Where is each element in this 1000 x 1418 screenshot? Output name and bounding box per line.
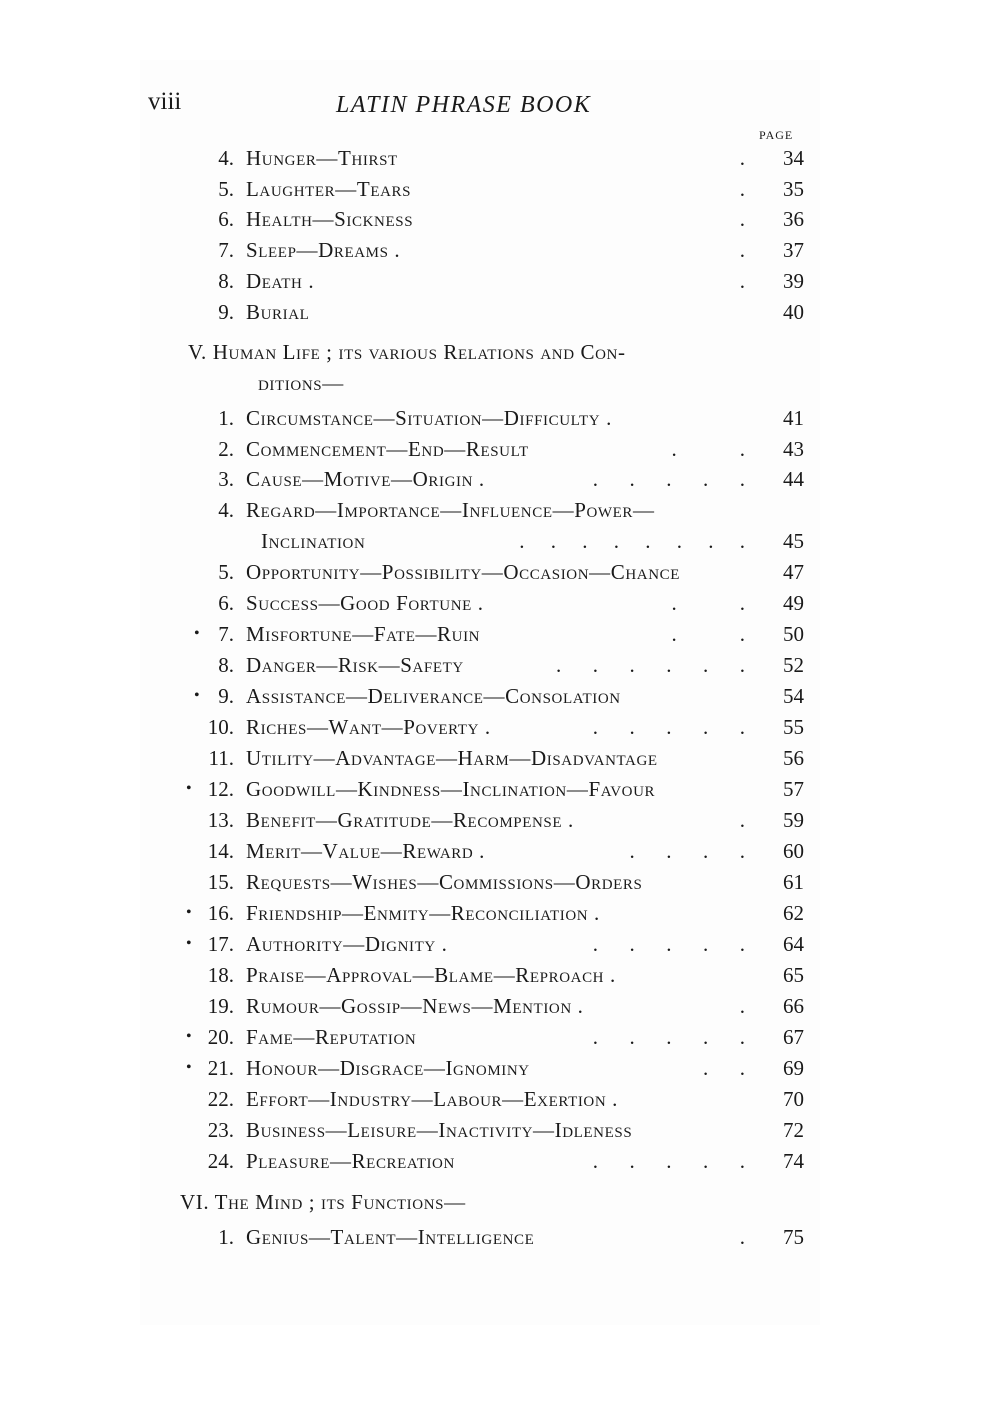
toc-entry [0, 434, 1000, 464]
entry-number: 21. [207, 1056, 234, 1080]
entry-number: 24. [207, 1149, 234, 1173]
entry-number: 1. [218, 406, 234, 430]
toc-entry [0, 650, 1000, 680]
toc-entry [0, 1084, 1000, 1114]
entry-title: Burial [246, 300, 310, 324]
entry-title: Danger—Risk—Safety [246, 653, 464, 677]
page-number: 44 [783, 467, 804, 491]
page-number: 55 [783, 715, 804, 739]
page-number: 41 [783, 406, 804, 430]
entry-title: Success—Good Fortune . [246, 591, 484, 615]
toc-entry [0, 898, 1000, 928]
entry-title: Riches—Want—Poverty . [246, 715, 491, 739]
page-number: 36 [783, 207, 804, 231]
page-number: 66 [783, 994, 804, 1018]
entry-title: Hunger—Thirst [246, 146, 398, 170]
page-number: 65 [783, 963, 804, 987]
page-number: 64 [783, 932, 804, 956]
entry-title: Genius—Talent—Intelligence [246, 1225, 535, 1249]
toc-entry [0, 204, 1000, 234]
entry-number: 17. [207, 932, 234, 956]
leader-dots: . . . . . [592, 932, 745, 956]
toc-entry [0, 1222, 1000, 1252]
page-column-label: PAGE [759, 128, 794, 142]
entry-title: Requests—Wishes—Commissions—Orders [246, 870, 643, 894]
toc-entry [0, 588, 1000, 618]
entry-title: Laughter—Tears [246, 177, 412, 201]
margin-mark: • [186, 780, 192, 797]
entry-title: Health—Sickness [246, 207, 414, 231]
entry-title: Praise—Approval—Blame—Reproach . [246, 963, 616, 987]
leader-dots: . [739, 808, 745, 832]
entry-number: 5. [218, 177, 234, 201]
leader-dots: . . . . . . [556, 653, 745, 677]
page-number: 50 [783, 622, 804, 646]
entry-title: Business—Leisure—Inactivity—Idleness [246, 1118, 633, 1142]
leader-dots: . . . . . [592, 715, 745, 739]
entry-number: 15. [207, 870, 234, 894]
toc-entry [0, 929, 1000, 959]
toc-entry [0, 1146, 1000, 1176]
section-vi-heading: VI. The Mind ; its Functions— [180, 1190, 466, 1214]
toc-entry [0, 174, 1000, 204]
leader-dots: . . . . . [592, 1025, 745, 1049]
entry-number: 18. [207, 963, 234, 987]
entry-title: Goodwill—Kindness—Inclination—Favour [246, 777, 656, 801]
page-number: 54 [783, 684, 804, 708]
leader-dots: . [739, 146, 745, 170]
entry-title: Merit—Value—Reward . [246, 839, 485, 863]
toc-entry [0, 235, 1000, 265]
entry-number: 9. [218, 684, 234, 708]
leader-dots: . . . . . [592, 1149, 745, 1173]
toc-entry [0, 960, 1000, 990]
entry-title: Cause—Motive—Origin . [246, 467, 485, 491]
entry-number: 8. [218, 269, 234, 293]
entry-title: Misfortune—Fate—Ruin [246, 622, 481, 646]
leader-dots: . . . . . . . . [519, 529, 745, 553]
page-number: 59 [783, 808, 804, 832]
page-folio: viii [148, 88, 182, 115]
entry-number: 6. [218, 207, 234, 231]
entry-number: 11. [208, 746, 234, 770]
toc-entry [0, 1022, 1000, 1052]
page-number: 49 [783, 591, 804, 615]
page-number: 35 [783, 177, 804, 201]
toc-entry [0, 712, 1000, 742]
toc-entry [0, 557, 1000, 587]
entry-title: Commencement—End—Result [246, 437, 529, 461]
page-number: 60 [783, 839, 804, 863]
entry-number: 5. [218, 560, 234, 584]
entry-number: 23. [207, 1118, 234, 1142]
entry-title: Utility—Advantage—Harm—Disadvantage [246, 746, 658, 770]
leader-dots: . . . . [629, 839, 745, 863]
margin-mark: • [186, 904, 192, 921]
page-number: 43 [783, 437, 804, 461]
entry-title: Benefit—Gratitude—Recompense . [246, 808, 574, 832]
toc-entry [0, 403, 1000, 433]
page-number: 62 [783, 901, 804, 925]
entry-title: Death . [246, 269, 315, 293]
page-number: 56 [783, 746, 804, 770]
page-number: 61 [783, 870, 804, 894]
entry-number: 13. [207, 808, 234, 832]
toc-entry [0, 619, 1000, 649]
entry-number: 20. [207, 1025, 234, 1049]
toc-entry [0, 991, 1000, 1021]
toc-entry [0, 266, 1000, 296]
page-number: 45 [783, 529, 804, 553]
page-number: 57 [783, 777, 804, 801]
toc-entry [0, 464, 1000, 494]
entry-title: Regard—Importance—Influence—Power— [246, 498, 655, 522]
leader-dots: . . [671, 591, 745, 615]
entry-title: Opportunity—Possibility—Occasion—Chance [246, 560, 681, 584]
entry-number: 14. [207, 839, 234, 863]
toc-entry [0, 143, 1000, 173]
toc-entry [0, 743, 1000, 773]
entry-number: 6. [218, 591, 234, 615]
leader-dots: . [739, 269, 745, 293]
entry-number: 16. [207, 901, 234, 925]
page-number: 74 [783, 1149, 804, 1173]
entry-title: Honour—Disgrace—Ignominy [246, 1056, 530, 1080]
page-number: 75 [783, 1225, 804, 1249]
entry-title: Inclination [261, 529, 366, 553]
margin-mark: • [186, 935, 192, 952]
leader-dots: . . [703, 1056, 745, 1080]
leader-dots: . [739, 238, 745, 262]
entry-number: 22. [207, 1087, 234, 1111]
toc-entry [0, 805, 1000, 835]
entry-number: 7. [218, 238, 234, 262]
entry-title: Pleasure—Recreation [246, 1149, 455, 1173]
page-number: 70 [783, 1087, 804, 1111]
leader-dots: . . . . . [592, 467, 745, 491]
margin-mark: • [194, 625, 200, 642]
margin-mark: • [186, 1059, 192, 1076]
entry-number: 9. [218, 300, 234, 324]
page-number: 39 [783, 269, 804, 293]
margin-mark: • [186, 1028, 192, 1045]
page-number: 47 [783, 560, 804, 584]
page-number: 67 [783, 1025, 804, 1049]
entry-title: Circumstance—Situation—Difficulty . [246, 406, 612, 430]
leader-dots: . [739, 207, 745, 231]
entry-number: 19. [207, 994, 234, 1018]
toc-entry [0, 867, 1000, 897]
leader-dots: . . [671, 622, 745, 646]
leader-dots: . [739, 177, 745, 201]
margin-mark: • [194, 687, 200, 704]
entry-number: 12. [207, 777, 234, 801]
entry-title: Authority—Dignity . [246, 932, 448, 956]
running-head: LATIN PHRASE BOOK [336, 92, 592, 118]
section-v-heading-line1: V. Human Life ; its various Relations and Con- [188, 340, 626, 364]
entry-title: Sleep—Dreams . [246, 238, 401, 262]
entry-number: 7. [218, 622, 234, 646]
leader-dots: . [739, 994, 745, 1018]
entry-title: Rumour—Gossip—News—Mention . [246, 994, 584, 1018]
toc-entry [0, 495, 1000, 525]
toc-entry [0, 836, 1000, 866]
entry-title: Friendship—Enmity—Reconciliation . [246, 901, 600, 925]
page-number: 40 [783, 300, 804, 324]
entry-title: Assistance—Deliverance—Consolation [246, 684, 621, 708]
toc-entry [0, 774, 1000, 804]
page-number: 72 [783, 1118, 804, 1142]
entry-number: 10. [207, 715, 234, 739]
page-number: 34 [783, 146, 804, 170]
toc-entry [0, 1053, 1000, 1083]
entry-number: 1. [218, 1225, 234, 1249]
page-number: 69 [783, 1056, 804, 1080]
entry-title: Effort—Industry—Labour—Exertion . [246, 1087, 619, 1111]
toc-entry [0, 1115, 1000, 1145]
entry-number: 2. [218, 437, 234, 461]
leader-dots: . [739, 1225, 745, 1249]
toc-entry [0, 297, 1000, 327]
entry-number: 4. [218, 498, 234, 522]
entry-number: 4. [218, 146, 234, 170]
section-v-heading-line2: ditions— [258, 371, 344, 395]
page-number: 37 [783, 238, 804, 262]
page-number: 52 [783, 653, 804, 677]
entry-title: Fame—Reputation [246, 1025, 417, 1049]
entry-number: 3. [218, 467, 234, 491]
toc-entry [0, 681, 1000, 711]
toc-entry [0, 526, 1000, 556]
entry-number: 8. [218, 653, 234, 677]
leader-dots: . . [671, 437, 745, 461]
